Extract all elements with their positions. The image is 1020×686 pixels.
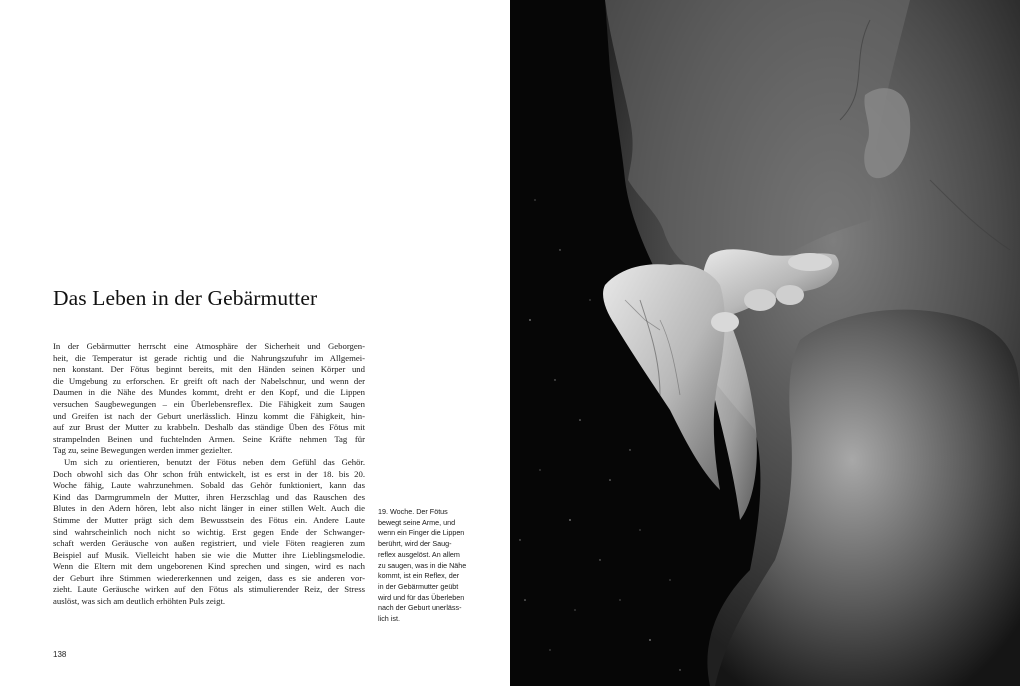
body-line: Um sich zu orientieren, benutzt der Fötus neben dem Gefühl das Gehör. xyxy=(64,456,365,467)
body-line: heit, die Temperatur ist gerade richtig und die Nahrungszufuhr im Allgemei- xyxy=(53,352,365,363)
body-line: nen konstant. Der Fötus beginnt bereits, mit den Händen seinen Körper und xyxy=(53,364,365,375)
body-line: strampelnden Beinen und fuchtelnden Armen. Seine Kräfte nehmen Tag für xyxy=(53,433,365,444)
body-line: der Geburt ihre Stimmen wiedererkennen und zeigen, dass es sie anderen vor- xyxy=(53,572,365,583)
caption-line: nach der Geburt unerläss- xyxy=(378,603,462,613)
finger xyxy=(788,253,832,271)
caption-line: reflex ausgelöst. An allem xyxy=(378,549,460,559)
body-line: Doch obwohl sich das Ohr schon früh entwickelt, ist es erst in der 18. bis 20. xyxy=(53,468,365,479)
caption-line: lich ist. xyxy=(378,614,400,624)
body-line: zieht. Laute Geräusche wirken auf den Fötus als stimulierender Reiz, der Stress xyxy=(53,584,365,595)
finger xyxy=(776,285,804,305)
body-line: Beispiel auf Musik. Vielleicht haben sie wie die Mutter ihre Lieblingsmelodie. xyxy=(53,549,365,560)
body-line: die Umgebung zu erforschen. Er greift oft nach der Nabelschnur, und wenn der xyxy=(53,375,365,386)
body-line: Blutes in den Adern hören, lebt also nicht länger in einer stillen Welt. Auch die xyxy=(53,503,365,514)
fetus-illustration xyxy=(510,0,1020,686)
body-line: Kind das Darmgrummeln der Mutter, ihren Herzschlag und das Rauschen des xyxy=(53,491,365,502)
caption-line: berührt, wird der Saug- xyxy=(378,539,452,549)
body-line: auf zur Brust der Mutter zu krabbeln. Deshalb das ständige Üben des Fötus mit xyxy=(53,422,365,433)
body-line: Wenn die Eltern mit dem ungeborenen Kind sprechen und singen, wird es nach xyxy=(53,561,365,572)
body-text xyxy=(53,341,365,608)
fetus-photo xyxy=(510,0,1020,686)
caption-line: zu saugen, was in die Nähe xyxy=(378,560,467,570)
body-line: Woche fähig, Laute wahrzunehmen. Sobald das Gehör funktioniert, kann das xyxy=(53,480,365,491)
body-line: versuchen Saugbewegungen – ein Überlebensreflex. Die Fähigkeit zum Saugen xyxy=(53,398,365,409)
caption-line: kommt, ist ein Reflex, der xyxy=(378,571,460,581)
page-title: Das Leben in der Gebärmutter xyxy=(53,286,318,310)
caption-line: wenn ein Finger die Lippen xyxy=(378,528,465,538)
page-number: 138 xyxy=(53,650,67,659)
photo-caption xyxy=(378,507,478,625)
caption-line: in der Gebärmutter geübt xyxy=(378,581,459,591)
body-line: sind wahrscheinlich noch nicht so wichtig. Erst gegen Ende der Schwanger- xyxy=(53,526,365,537)
caption-line: bewegt seine Arme, und xyxy=(378,517,456,527)
finger xyxy=(744,289,776,311)
caption-line: 19. Woche. Der Fötus xyxy=(378,507,448,516)
finger xyxy=(711,312,739,332)
caption-line: wird und für das Überleben xyxy=(378,592,465,602)
body-line: Daumen in die Nähe des Mundes kommt, dreht er den Kopf, und die Lippen xyxy=(53,387,365,398)
body-line: auslöst, was sich am deutlich erhöhten Puls zeigt. xyxy=(53,596,226,607)
body-line: In der Gebärmutter herrscht eine Atmosphäre der Sicherheit und Geborgen- xyxy=(53,341,365,351)
body-line: und Greifen ist nach der Geburt unerlässlich. Hinzu kommt die Fähigkeit, hin- xyxy=(53,410,365,421)
body-line: schaft werden Geräusche von außen registriert, und viele Föten reagieren zum xyxy=(53,538,365,549)
body-line: Stimme der Mutter prägt sich dem Bewusstsein des Fötus ein. Andere Laute xyxy=(53,514,365,525)
body-line: Tag zu, seine Bewegungen werden immer gezielter. xyxy=(53,445,233,456)
